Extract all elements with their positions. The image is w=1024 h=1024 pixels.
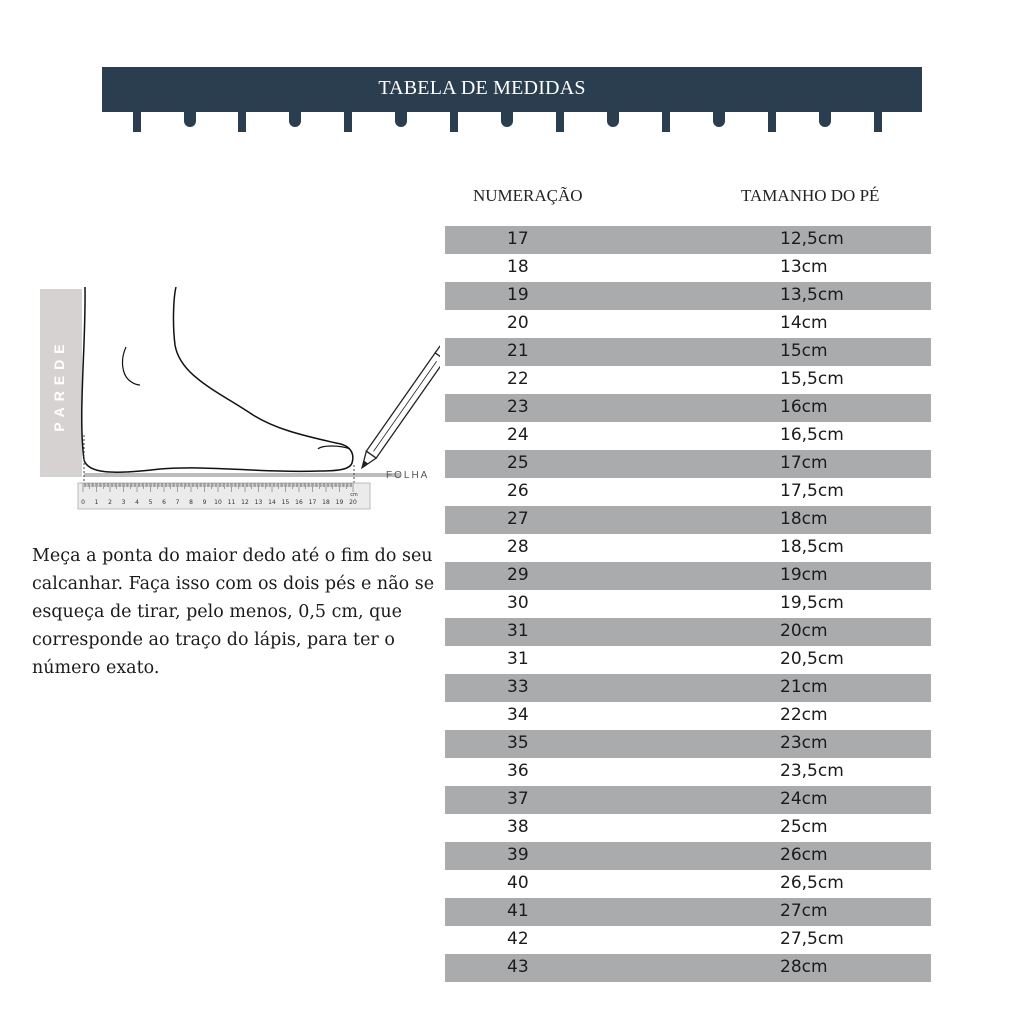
table-row (445, 842, 931, 870)
wall-label: PAREDE (51, 338, 67, 432)
shoe-size-number: 29 (507, 565, 529, 585)
foot-length: 23,5cm (780, 761, 844, 781)
shoe-size-number: 42 (507, 929, 529, 949)
ruler-tick-label: 1 (94, 499, 99, 506)
foot-length: 15cm (780, 341, 828, 361)
ruler-labels (81, 499, 357, 506)
shoe-size-number: 21 (507, 341, 529, 361)
shoe-size-number: 23 (507, 397, 529, 417)
shoe-size-number: 18 (507, 257, 529, 277)
shoe-size-number: 38 (507, 817, 529, 837)
table-row (445, 926, 931, 954)
table-row (445, 338, 931, 366)
foot-length: 15,5cm (780, 369, 844, 389)
shoe-size-number: 25 (507, 453, 529, 473)
ruler-tick-label: 19 (335, 499, 344, 506)
shoe-size-number: 43 (507, 957, 529, 977)
ruler-tick-label: 6 (162, 499, 166, 506)
table-row (445, 534, 931, 562)
ruler-tick-label: 2 (108, 499, 112, 506)
foot-length: 24cm (780, 789, 828, 809)
foot-length: 23cm (780, 733, 828, 753)
table-row (445, 254, 931, 282)
table-row (445, 310, 931, 338)
shoe-size-number: 20 (507, 313, 529, 333)
ruler-tick-label: 8 (189, 499, 193, 506)
shoe-size-number: 17 (507, 229, 529, 249)
ankle-line (123, 347, 140, 385)
ruler-tick-label: 17 (308, 499, 317, 506)
foot-length: 18cm (780, 509, 828, 529)
shoe-size-number: 36 (507, 761, 529, 781)
table-row (445, 786, 931, 814)
ruler-tick-label: 5 (148, 499, 153, 506)
table-row (445, 366, 931, 394)
foot-length: 27cm (780, 901, 828, 921)
foot-length: 13cm (780, 257, 828, 277)
table-row (445, 590, 931, 618)
foot-length: 16cm (780, 397, 828, 417)
ruler-tick-label: 15 (281, 499, 290, 506)
foot-illustration-svg (40, 285, 440, 515)
size-table (445, 226, 931, 982)
column-header-numeracao: NUMERAÇÃO (473, 186, 583, 205)
shoe-size-number: 35 (507, 733, 529, 753)
ruler-tick-label: 13 (254, 499, 263, 506)
foot-length: 27,5cm (780, 929, 844, 949)
shoe-size-number: 31 (507, 649, 529, 669)
ruler-tick-label: 7 (175, 499, 180, 506)
table-row (445, 702, 931, 730)
column-header-tamanho: TAMANHO DO PÉ (741, 186, 880, 205)
table-row (445, 730, 931, 758)
ruler-tick-label: 14 (268, 499, 276, 506)
ruler-tick-label: 12 (241, 499, 249, 506)
ruler-tick-label: 20 (349, 499, 357, 506)
shoe-size-number: 31 (507, 621, 529, 641)
table-row (445, 814, 931, 842)
ruler-tick-label: 11 (227, 499, 236, 506)
ruler-unit: cm (350, 492, 358, 498)
shoe-size-number: 41 (507, 901, 529, 921)
ruler-tick-label: 4 (135, 499, 139, 506)
table-row (445, 758, 931, 786)
foot-length: 18,5cm (780, 537, 844, 557)
shoe-size-number: 37 (507, 789, 529, 809)
foot-length: 22cm (780, 705, 828, 725)
table-row (445, 478, 931, 506)
ruler-ticks (83, 483, 353, 492)
ruler-tick-label: 0 (81, 499, 85, 506)
shoe-size-number: 30 (507, 593, 529, 613)
foot-length: 17,5cm (780, 481, 844, 501)
foot-length: 26cm (780, 845, 828, 865)
table-row (445, 898, 931, 926)
table-row (445, 562, 931, 590)
foot-length: 28cm (780, 957, 828, 977)
foot-length: 19,5cm (780, 593, 844, 613)
table-row (445, 954, 931, 982)
foot-measuring-illustration (40, 285, 440, 515)
foot-length: 16,5cm (780, 425, 844, 445)
shoe-size-number: 33 (507, 677, 529, 697)
sheet-label: FOLHA (386, 470, 430, 481)
shoe-size-number: 19 (507, 285, 529, 305)
shoe-size-number: 40 (507, 873, 529, 893)
foot-length: 17cm (780, 453, 828, 473)
table-row (445, 226, 931, 254)
table-row (445, 618, 931, 646)
table-row (445, 646, 931, 674)
foot-length: 12,5cm (780, 229, 844, 249)
title-banner (102, 67, 922, 132)
measurement-instructions: Meça a ponta do maior dedo até o fim do seu calcanhar. Faça isso com os dois pés e não se esqueça de tirar, pelo menos, 0,5 cm, que corresponde ao traço do lápis, para ter o número exato. (32, 546, 435, 678)
shoe-size-number: 27 (507, 509, 529, 529)
foot-length: 26,5cm (780, 873, 844, 893)
table-row (445, 870, 931, 898)
page-title: TABELA DE MEDIDAS (378, 77, 586, 99)
foot-length: 20cm (780, 621, 828, 641)
shoe-size-number: 28 (507, 537, 529, 557)
shoe-size-number: 22 (507, 369, 529, 389)
foot-length: 21cm (780, 677, 828, 697)
table-row (445, 394, 931, 422)
table-row (445, 450, 931, 478)
shoe-size-number: 26 (507, 481, 529, 501)
table-row (445, 422, 931, 450)
foot-length: 25cm (780, 817, 828, 837)
foot-length: 13,5cm (780, 285, 844, 305)
ruler-tick-label: 3 (121, 499, 126, 506)
shoe-size-number: 34 (507, 705, 529, 725)
shoe-size-number: 39 (507, 845, 529, 865)
ruler-tick-label: 16 (295, 499, 303, 506)
table-row (445, 674, 931, 702)
foot-outline (82, 287, 353, 472)
pencil-icon (357, 346, 440, 471)
foot-length: 19cm (780, 565, 828, 585)
foot-length: 14cm (780, 313, 828, 333)
foot-length: 20,5cm (780, 649, 844, 669)
table-row (445, 506, 931, 534)
ruler-tick-label: 9 (202, 499, 207, 506)
table-row (445, 282, 931, 310)
ruler-tick-label: 10 (214, 499, 222, 506)
ruler-tick-label: 18 (322, 499, 330, 506)
shoe-size-number: 24 (507, 425, 529, 445)
